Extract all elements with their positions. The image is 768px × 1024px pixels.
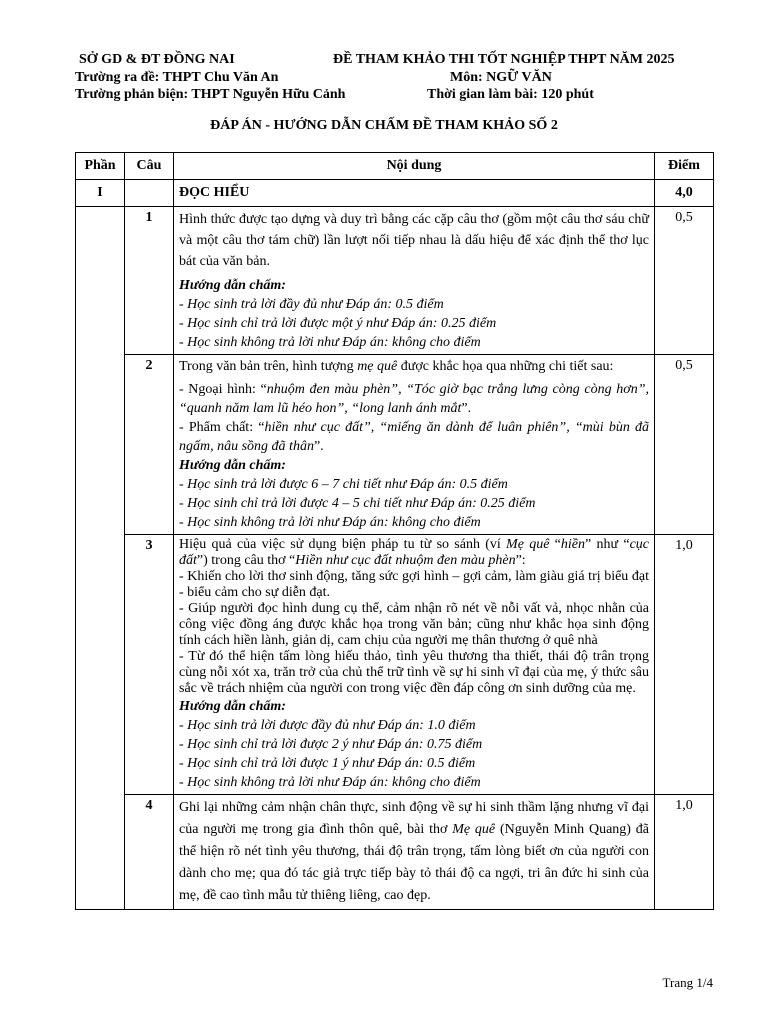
text-span: được khắc họa qua những chi tiết sau: (397, 359, 614, 374)
grading-item: - Học sinh trả lời được đầy đủ như Đáp án: 1.0 điểm (179, 718, 476, 733)
grading-item: - Học sinh không trả lời như Đáp án: không cho điểm (179, 515, 481, 530)
exam-duration: Thời gian làm bài: 120 phút (427, 87, 594, 102)
table-header-row (76, 153, 714, 180)
answer-content (174, 207, 655, 355)
page-number: Trang 1/4 (662, 975, 713, 990)
grading-item: - Học sinh chỉ trả lời được 1 ý như Đáp án: 0.5 điểm (179, 756, 476, 771)
emphasis-span: hiền như cục đất”, “miếng ăn dành để luân phiên”, “mùi bùn đã ngấm, nâu sồng đã thân (179, 420, 649, 454)
text-span: Hiệu quả của việc sử dụng biện pháp tu từ so sánh (ví (179, 537, 507, 552)
part-cell (76, 207, 125, 910)
grading-item: - Học sinh trả lời được 6 – 7 chi tiết như Đáp án: 0.5 điểm (179, 477, 508, 492)
emphasis-span: Mẹ quê (452, 822, 496, 837)
question-number: 4 (125, 795, 174, 910)
review-school: Trường phản biện: THPT Nguyễn Hữu Cảnh (75, 87, 346, 102)
header-question: Câu (125, 153, 174, 180)
emphasis-span: mẹ quê (357, 359, 398, 374)
answer-point: - Từ đó thể hiện tấm lòng hiếu thảo, tình yêu thương tha thiết, thái độ trân trọng cùng nỗi xót xa, trăn trở của chủ thể trữ tình về sự hi sinh vĩ đại của mẹ, ý thức sâu sắc về trách nhiệm của người con trong việc đền đáp công ơn sinh dưỡng của mẹ. (179, 649, 649, 696)
answer-content (174, 535, 655, 795)
answer-point: - Khiến cho lời thơ sinh động, tăng sức gợi hình – gợi cảm, làm giàu giá trị biểu đạt - biểu cảm cho sự diễn đạt. (179, 569, 649, 600)
grading-item: - Học sinh chỉ trả lời được 4 – 5 chi tiết như Đáp án: 0.25 điểm (179, 496, 536, 511)
answer-point (179, 380, 649, 418)
question-points: 0,5 (655, 207, 714, 355)
grading-item: - Học sinh chỉ trả lời được một ý như Đáp án: 0.25 điểm (179, 316, 497, 331)
section-empty-cell (125, 180, 174, 207)
question-number: 2 (125, 355, 174, 535)
question-points: 1,0 (655, 795, 714, 910)
text-span: ”. (461, 401, 472, 416)
table-row (76, 795, 714, 910)
answer-content (174, 795, 655, 910)
text-span: Trong văn bản trên, hình tượng (179, 359, 358, 374)
emphasis-span: Mẹ quê (506, 537, 550, 552)
table-row (76, 207, 714, 355)
text-span: “ (549, 537, 561, 552)
answer-point: - Giúp người đọc hình dung cụ thể, cảm nhận rõ nét về nỗi vất vả, nhọc nhằn của công việc đồng áng được khắc họa trong văn bản; cũng như khắc họa sinh động tính cách hiền lành, giản dị, cam chịu của người mẹ thân thương ở quê nhà (179, 601, 649, 648)
text-span: ”. (313, 439, 324, 454)
document-title: ĐÁP ÁN - HƯỚNG DẪN CHẤM ĐỀ THAM KHẢO SỐ 2 (210, 118, 558, 133)
answer-point (179, 418, 649, 456)
text-span: (Nguyễn Minh Quang) đã thể hiện rõ nét tình yêu thương, thái độ trân trọng, tấm lòng biết ơn của người con dành cho mẹ; qua đó tác giả trực tiếp bày tỏ thái độ ca ngợi, tri ân đức hi sinh của mẹ, đề cao tình mẫu tử thiêng liêng, cao đẹp. (179, 822, 649, 903)
grading-title: Hướng dẫn chấm: (179, 458, 286, 473)
text-span: - Ngoại hình: “ (179, 382, 267, 397)
answer-text (179, 797, 649, 907)
exam-title: ĐỀ THAM KHẢO THI TỐT NGHIỆP THPT NĂM 2025 (333, 52, 675, 67)
header-points: Điểm (655, 153, 714, 180)
question-number: 1 (125, 207, 174, 355)
section-part: I (76, 180, 125, 207)
grading-item: - Học sinh trả lời đầy đủ như Đáp án: 0.5 điểm (179, 297, 444, 312)
department-name: SỞ GD & ĐT ĐỒNG NAI (79, 52, 235, 67)
text-span: - Phẩm chất: “ (179, 420, 265, 435)
grading-item: - Học sinh không trả lời như Đáp án: không cho điểm (179, 775, 481, 790)
source-school: Trường ra đề: THPT Chu Văn An (75, 70, 279, 85)
text-span: ”: (515, 553, 526, 568)
question-points: 0,5 (655, 355, 714, 535)
answer-intro (179, 537, 649, 569)
answer-intro (179, 357, 649, 376)
section-points: 4,0 (655, 180, 714, 207)
section-row (76, 180, 714, 207)
grading-guide (179, 276, 649, 352)
subject: Môn: NGỮ VĂN (450, 70, 552, 85)
emphasis-span: nhuộm đen màu phèn”, “Tóc giờ bạc trắng lưng còng còng hơn”, “quanh năm lam lũ héo hon”, “long lanh ánh mắt (179, 382, 649, 416)
table-row (76, 355, 714, 535)
header-content: Nội dung (174, 153, 655, 180)
answer-content (174, 355, 655, 535)
question-points: 1,0 (655, 535, 714, 795)
grading-title: Hướng dẫn chấm: (179, 278, 286, 293)
text-span: Ghi lại những cảm nhận chân thực, sinh động về sự hi sinh thầm lặng nhưng vĩ đại của người mẹ trong gia đình thôn quê, bài thơ (179, 800, 649, 837)
answer-text: Hình thức được tạo dựng và duy trì bằng các cặp câu thơ (gồm một câu thơ sáu chữ và một câu thơ tám chữ) lần lượt nối tiếp nhau là dấu hiệu để xác định thể thơ lục bát của văn bản. (179, 212, 649, 269)
emphasis-span: hiền (560, 537, 585, 552)
emphasis-span: Hiền như cục đất nhuộm đen màu phèn (295, 553, 516, 568)
question-number: 3 (125, 535, 174, 795)
section-label: ĐỌC HIỂU (174, 180, 655, 207)
table-row (76, 535, 714, 795)
grading-title: Hướng dẫn chấm: (179, 699, 286, 714)
text-span: ” như “ (585, 537, 630, 552)
grading-item: - Học sinh chỉ trả lời được 2 ý như Đáp án: 0.75 điểm (179, 737, 483, 752)
text-span: ”) trong câu thơ “ (196, 553, 296, 568)
answer-table (75, 152, 714, 910)
emphasis-span: cục đất (179, 537, 649, 568)
grading-item: - Học sinh không trả lời như Đáp án: không cho điểm (179, 335, 481, 350)
header-part: Phần (76, 153, 125, 180)
